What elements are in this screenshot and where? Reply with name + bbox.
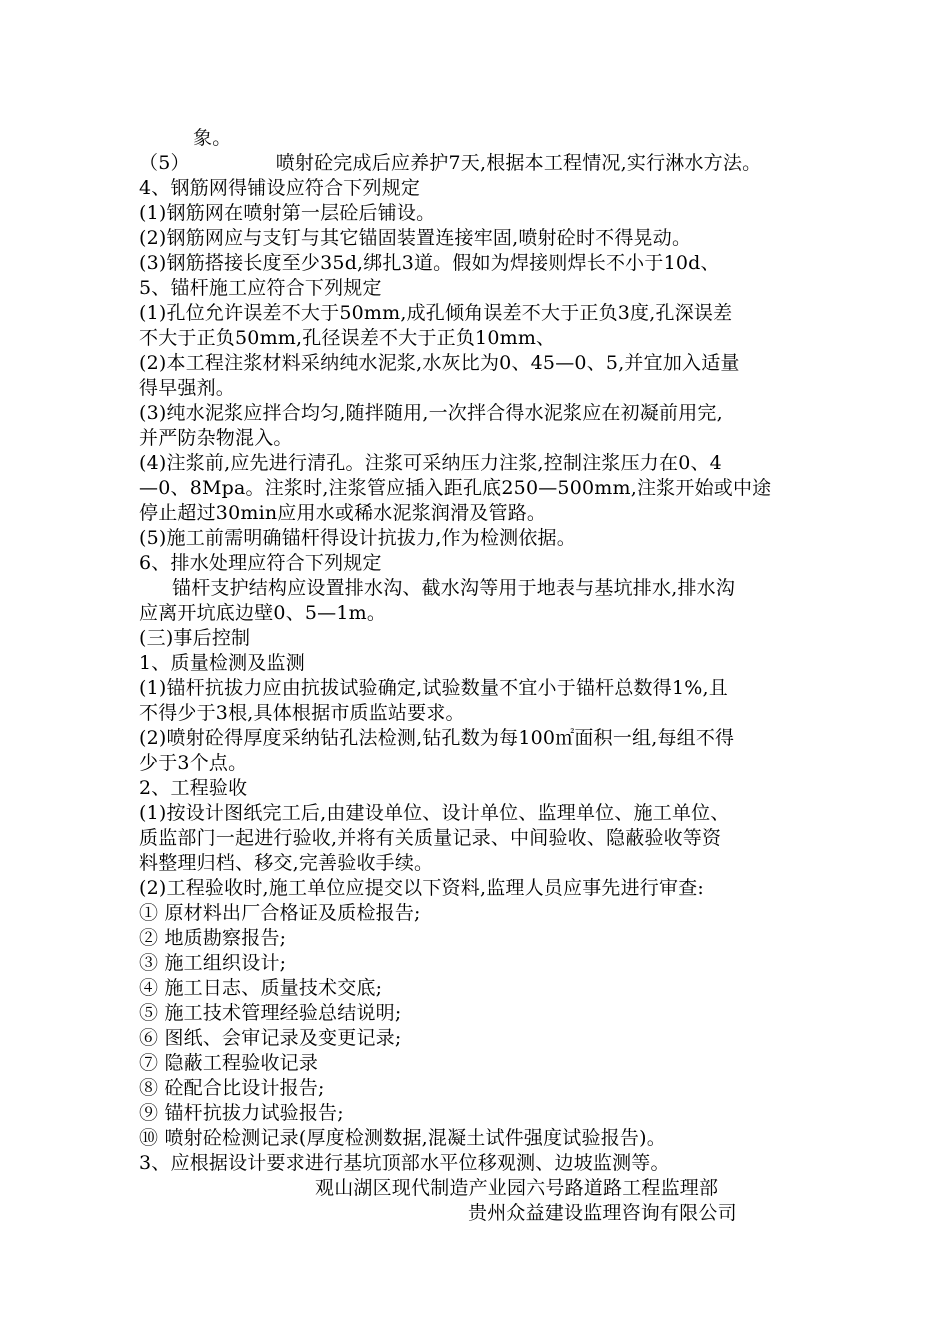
section-heading: 1、质量检测及监测 [139,652,305,674]
text-line: 料整理归档、移交,完善验收手续。 [139,852,434,874]
section-heading: 6、排水处理应符合下列规定 [139,552,382,574]
list-item: ② 地质勘察报告; [139,927,287,949]
section-heading: 3、应根据设计要求进行基坑顶部水平位移观测、边坡监测等。 [139,1152,670,1174]
section-heading: (三)事后控制 [139,627,251,649]
text-line: (2)工程验收时,施工单位应提交以下资料,监理人员应事先进行审查: [139,877,704,899]
list-item: ① 原材料出厂合格证及质检报告; [139,902,421,924]
text-line: 质监部门一起进行验收,并将有关质量记录、中间验收、隐蔽验收等资 [139,827,722,849]
text-line: —0、8Mpa。注浆时,注浆管应插入距孔底250—500mm,注浆开始或中途 [139,477,772,499]
text-line: 锚杆支护结构应设置排水沟、截水沟等用于地表与基坑排水,排水沟 [172,577,736,599]
text-line: 不得少于3根,具体根据市质监站要求。 [139,702,465,724]
text-line-item-5 [139,151,761,175]
text-line: (1)锚杆抗拔力应由抗拔试验确定,试验数量不宜小于锚杆总数得1%,且 [139,677,728,699]
text-line: 少于3个点。 [139,752,248,774]
list-item: ⑧ 砼配合比设计报告; [139,1077,325,1099]
text-line: (1)按设计图纸完工后,由建设单位、设计单位、监理单位、施工单位、 [139,802,730,824]
text-line: 应离开坑底边壁0、5—1m。 [139,602,387,624]
text-line: (5)施工前需明确锚杆得设计抗拔力,作为检测依据。 [139,527,576,549]
text-line: 得早强剂。 [139,377,236,399]
list-item: ⑦ 隐蔽工程验收记录 [139,1052,319,1074]
signature-company: 贵州众益建设监理咨询有限公司 [468,1202,737,1224]
text-line: (2)喷射砼得厚度采纳钻孔法检测,钻孔数为每100㎡面积一组,每组不得 [139,727,735,749]
text-line: 停止超过30min应用水或稀水泥浆润滑及管路。 [139,502,547,524]
text-line: (2)钢筋网应与支钉与其它锚固装置连接牢固,喷射砼时不得晃动。 [139,227,692,249]
text-line: (4)注浆前,应先进行清孔。注浆可采纳压力注浆,控制注浆压力在0、4 [139,452,722,474]
list-item: ⑨ 锚杆抗拔力试验报告; [139,1102,344,1124]
text-line: 象。 [193,127,232,149]
section-heading: 4、钢筋网得铺设应符合下列规定 [139,177,421,199]
text-line: (1)钢筋网在喷射第一层砼后铺设。 [139,202,436,224]
text-line: (1)孔位允许误差不大于50mm,成孔倾角误差不大于正负3度,孔深误差 [139,302,733,324]
text-line: 不大于正负50mm,孔径误差不大于正负10mm、 [139,327,556,349]
item-text: 喷射砼完成后应养护7天,根据本工程情况,实行淋水方法。 [275,152,762,174]
list-item: ⑤ 施工技术管理经验总结说明; [139,1002,402,1024]
text-line: (2)本工程注浆材料采纳纯水泥浆,水灰比为0、45—0、5,并宜加入适量 [139,352,740,374]
item-number: （5） [139,152,190,174]
text-line: 并严防杂物混入。 [139,427,293,449]
list-item: ④ 施工日志、质量技术交底; [139,977,383,999]
list-item: ⑥ 图纸、会审记录及变更记录; [139,1027,402,1049]
text-line: (3)纯水泥浆应拌合均匀,随拌随用,一次拌合得水泥浆应在初凝前用完, [139,402,723,424]
text-line: (3)钢筋搭接长度至少35d,绑扎3道。假如为焊接则焊长不小于10d、 [139,252,720,274]
signature-department: 观山湖区现代制造产业园六号路道路工程监理部 [315,1177,719,1199]
list-item: ⑩ 喷射砼检测记录(厚度检测数据,混凝土试件强度试验报告)。 [139,1127,666,1149]
list-item: ③ 施工组织设计; [139,952,287,974]
section-heading: 2、工程验收 [139,777,248,799]
section-heading: 5、锚杆施工应符合下列规定 [139,277,382,299]
